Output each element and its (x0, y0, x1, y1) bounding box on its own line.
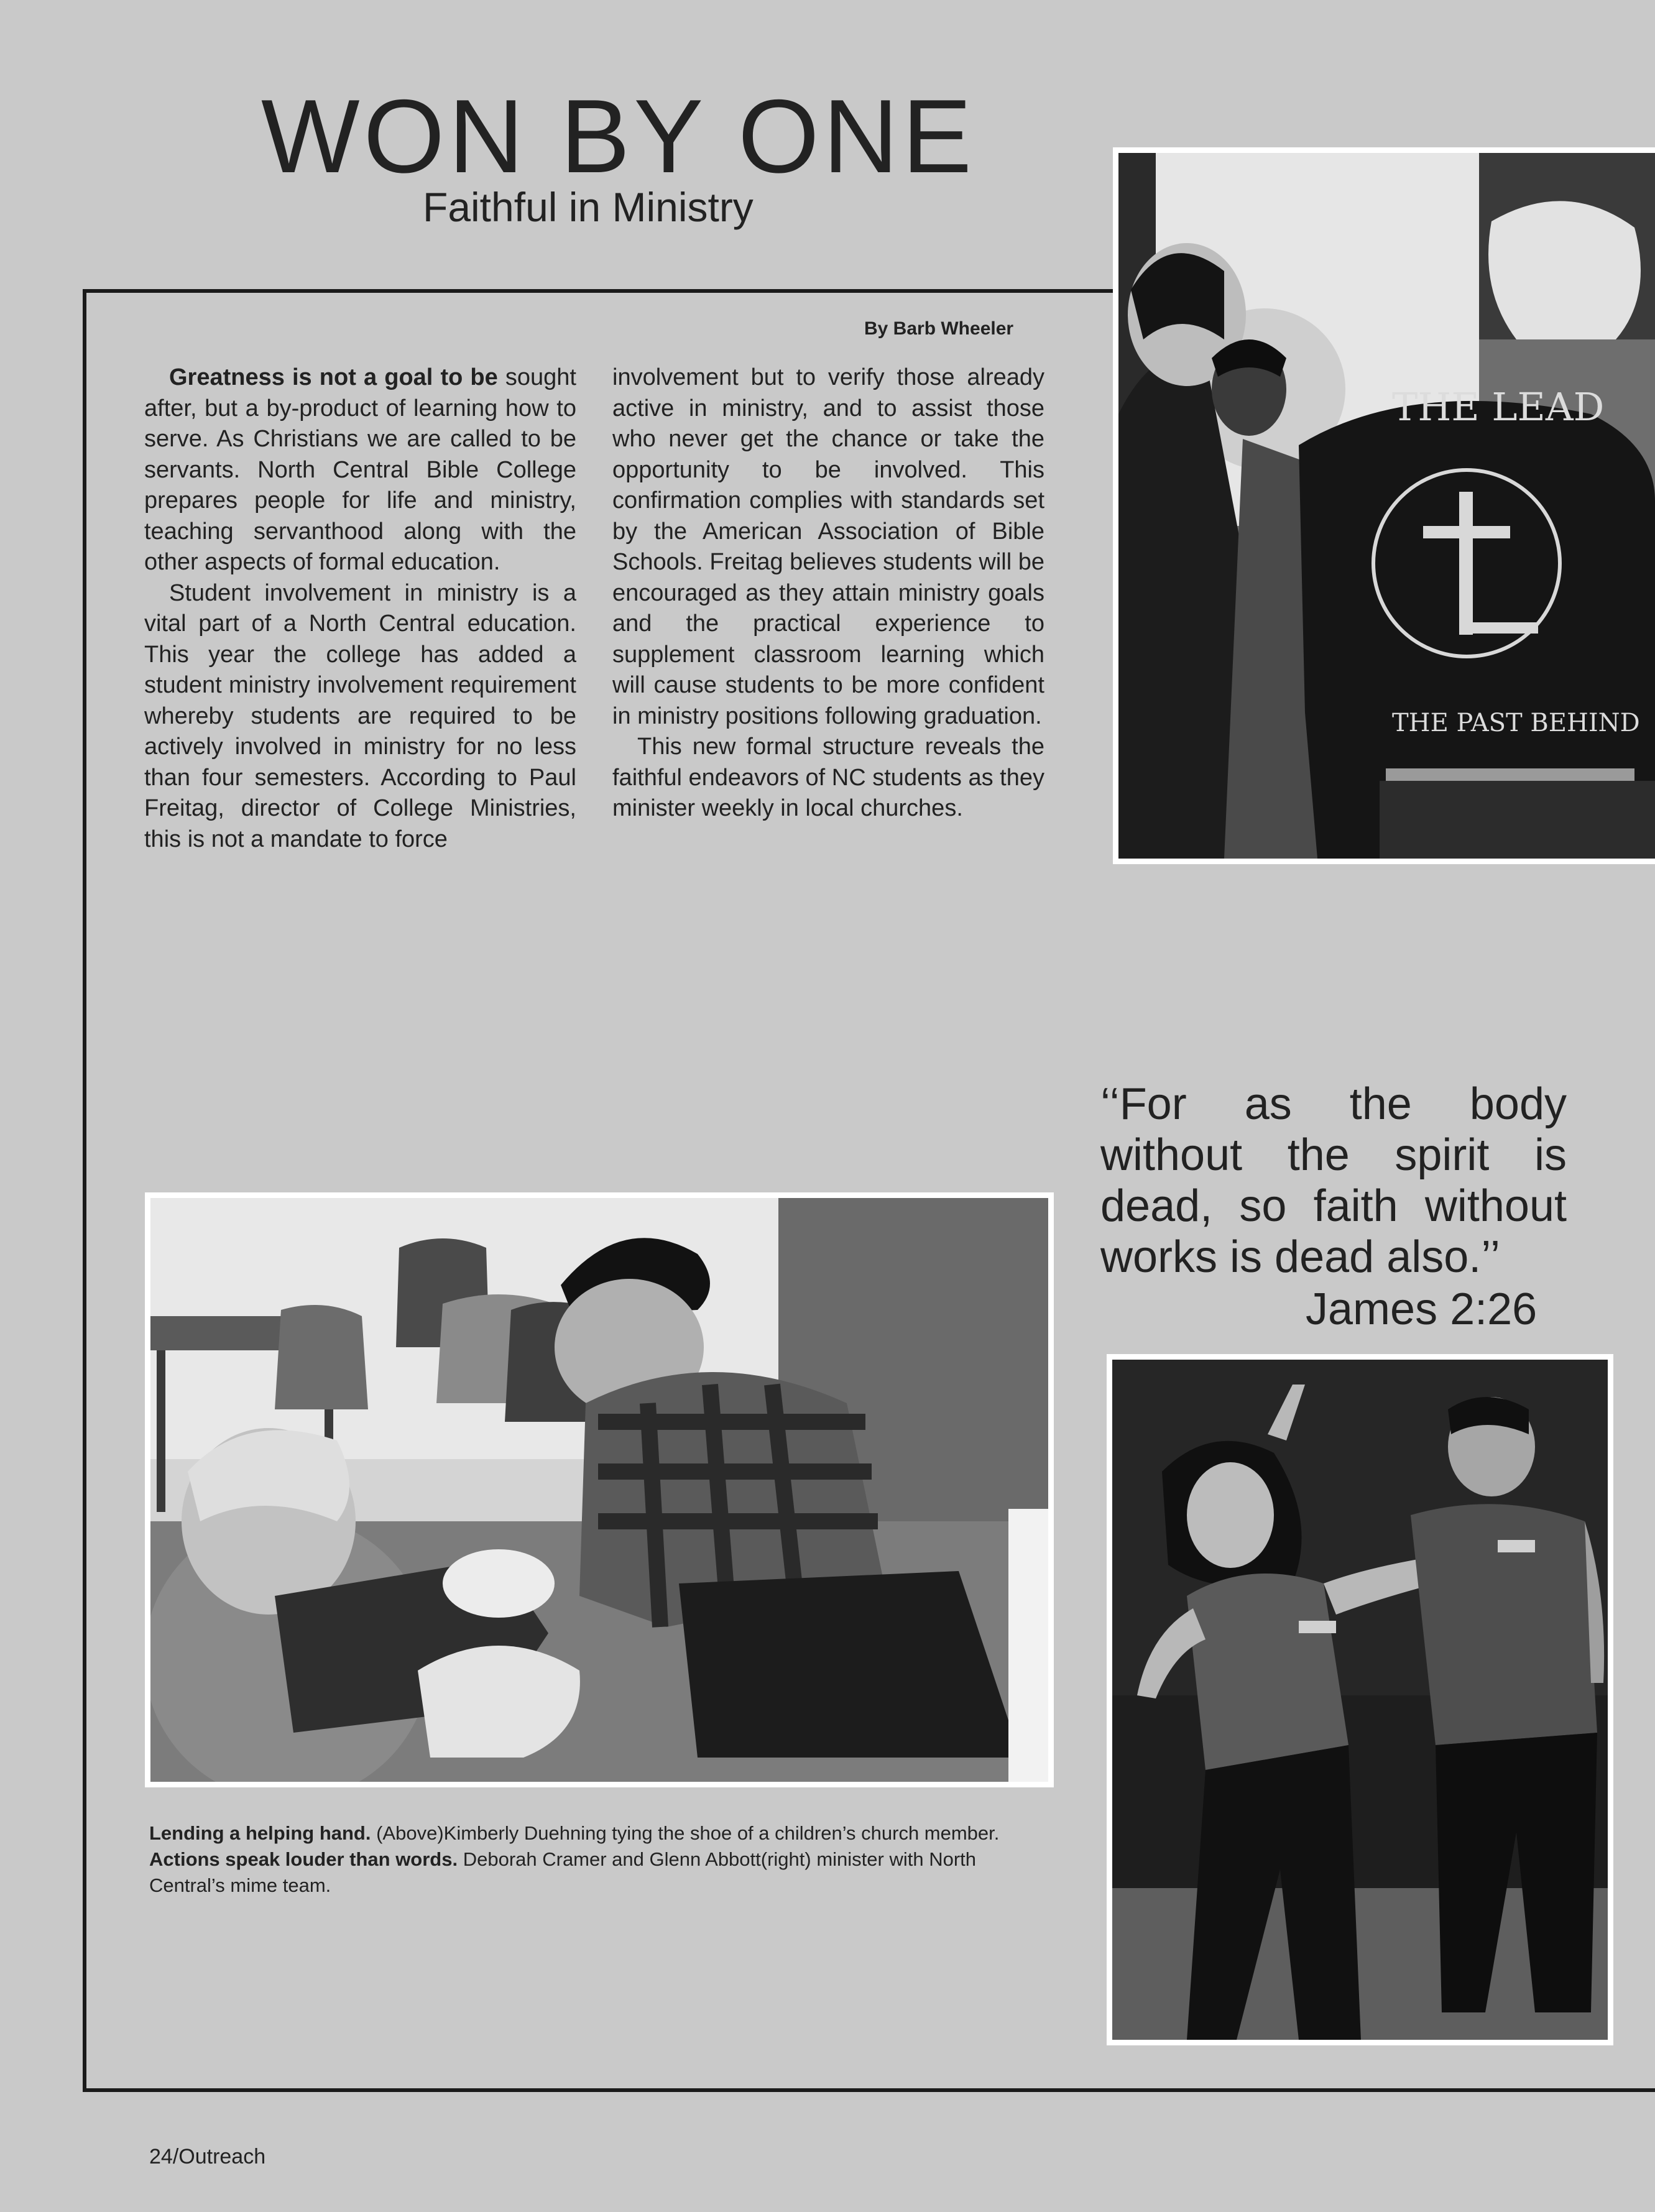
quote-line-1: ‘‘For as the body (1100, 1079, 1567, 1129)
photo-jacket (1113, 147, 1655, 864)
tying-shoe-photo-image (150, 1198, 1048, 1782)
quote-line-3: dead, so faith without (1100, 1181, 1567, 1231)
pull-quote (1100, 1079, 1567, 1283)
caption-1 (149, 1820, 1051, 1846)
lead-in: Greatness is not a goal to be (169, 364, 498, 390)
article-paragraph-3: involvement but to verify those already active in ministry, and to assist those who never get the chance or take the opportunity to be involved. This confirmation complies with standards set by the American Association of Bible Schools. Freitag believes students will be encouraged as they attain ministry goals and the practical experience to supplement classroom learning which will cause students to be more confident in ministry positions following graduation. (612, 364, 1044, 729)
quote-reference: James 2:26 (1306, 1284, 1537, 1334)
caption-1-text: (Above)Kimberly Duehning tying the shoe of a children’s church member. (371, 1822, 1000, 1844)
page-title: WON BY ONE (261, 78, 976, 195)
photo-tying-shoe (145, 1192, 1054, 1787)
caption-2-lead: Actions speak louder than words. (149, 1848, 458, 1870)
quote-line-4: works is dead also.’’ (1100, 1232, 1500, 1282)
caption-1-lead: Lending a helping hand. (149, 1822, 371, 1844)
quote-line-2: without the spirit is (1100, 1130, 1567, 1180)
article-paragraph-1 (144, 362, 576, 578)
article-column-2 (612, 362, 1044, 824)
article-column-1 (144, 362, 576, 855)
jacket-photo-image (1118, 153, 1655, 859)
page-folio: 24/Outreach (149, 2145, 266, 2168)
photo-captions (149, 1820, 1051, 1899)
article-paragraph-2: Student involvement in ministry is a vital part of a North Central education. This year the college has added a student ministry involvement requirement whereby students are required to be actively involved in ministry for no less than four semesters. According to Paul Freitag, director of College Ministries, this is not a mandate to force (144, 579, 576, 852)
byline: By Barb Wheeler (864, 318, 1014, 339)
caption-2 (149, 1846, 1051, 1899)
mime-team-photo-image (1112, 1360, 1608, 2040)
paragraph-text: sought after, but a by-product of learning how to serve. As Christians we are called to be servants. North Central Bible College prepares people for life and ministry, teaching servanthood along with the other aspects of formal education. (144, 364, 576, 575)
page-subtitle: Faithful in Ministry (423, 184, 754, 230)
caption-2-text: Deborah Cramer and Glenn Abbott(right) minister with North Central’s mime team. (149, 1848, 977, 1896)
article-paragraph-4: This new formal structure reveals the faithful endeavors of NC students as they minister weekly in local churches. (612, 734, 1044, 821)
jacket-text-top: THE LEAD (1392, 384, 1605, 430)
jacket-text-bottom: THE PAST BEHIND (1392, 709, 1640, 737)
photo-mime-team (1107, 1354, 1613, 2045)
